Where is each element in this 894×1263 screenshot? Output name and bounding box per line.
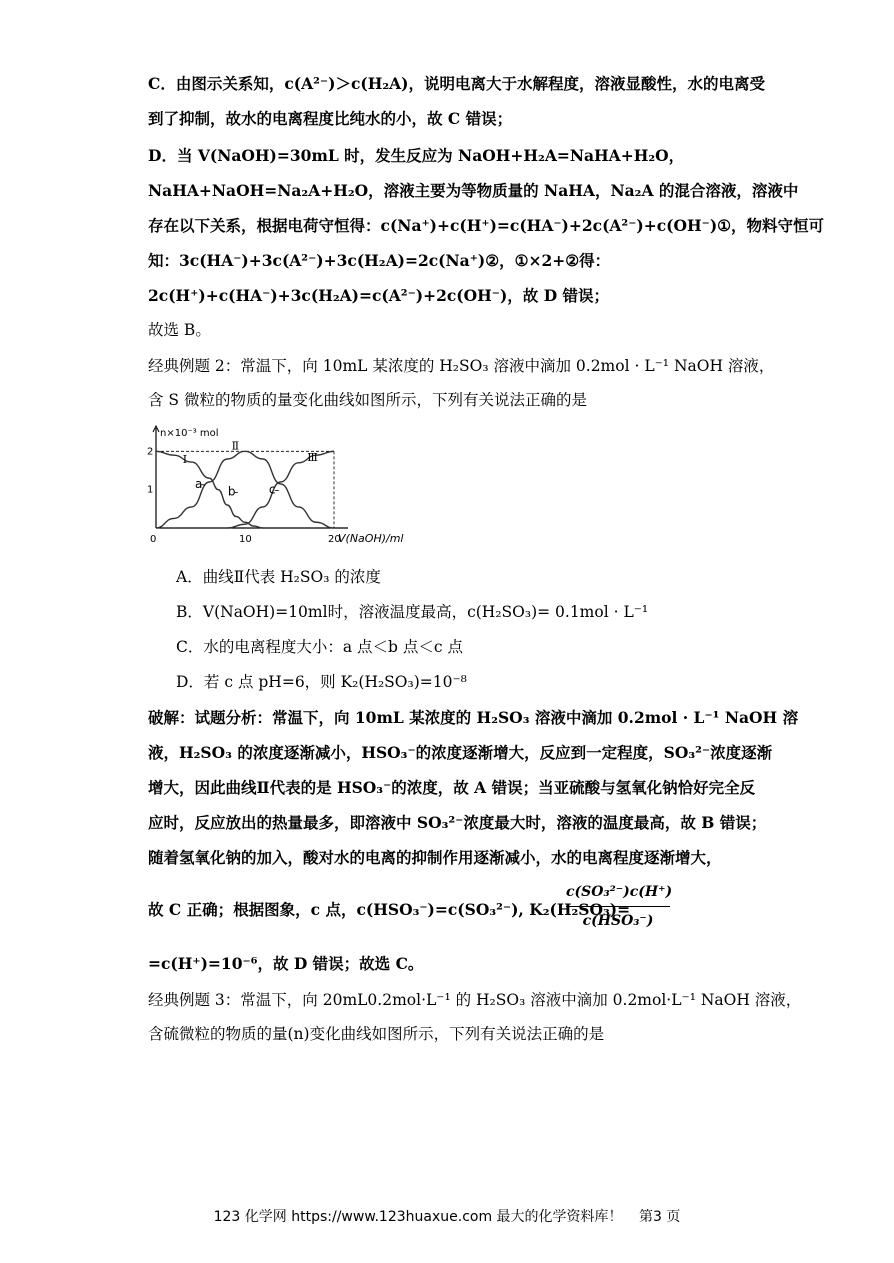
text-line-c2: 到了抑制，故水的电离程度比纯水的小，故 C 错误； bbox=[148, 109, 513, 128]
option-c: C．水的电离程度大小：a 点＜b 点＜c 点 bbox=[176, 638, 463, 656]
fraction-numerator: c(SO₃²⁻)c(H⁺) bbox=[566, 884, 673, 900]
option-b: B．V(NaOH)=10ml时，溶液温度最高，c(H₂SO₃)= 0.1mol · L⁻¹ bbox=[176, 603, 649, 621]
analysis-line-4: 应时，反应放出的热量最多，即溶液中 SO₃²⁻浓度最大时，溶液的温度最高，故 B 错误； bbox=[148, 813, 767, 832]
curve-label-2: Ⅱ bbox=[231, 439, 240, 453]
point-label-b: b bbox=[227, 484, 236, 499]
example-3-line-1: 经典例题 3：常温下，向 20mL0.2mol·L⁻¹ 的 H₂SO₃ 溶液中滴加 0.2mol·L⁻¹ NaOH 溶液， bbox=[148, 991, 802, 1009]
text-line-c1: C．由图示关系知，c(A²⁻)＞c(H₂A)，说明电离大于水解程度，溶液显酸性，水的电离受 bbox=[148, 74, 766, 93]
x-tick-label: 20 bbox=[328, 534, 341, 545]
y-axis-label: n×10⁻³ mol bbox=[160, 428, 219, 439]
curve-label-3: Ⅲ bbox=[307, 450, 318, 464]
footer-site: 123 化学网 https://www.123huaxue.com 最大的化学资料库！ bbox=[213, 1209, 623, 1225]
x-tick-label-origin: 0 bbox=[150, 534, 157, 545]
chart bbox=[144, 424, 424, 554]
x-axis-label: V(NaOH)/ml bbox=[338, 532, 404, 545]
text-line-d4: 知：3c(HA⁻)+3c(A²⁻)+3c(H₂A)=2c(Na⁺)②，①×2+②得： bbox=[148, 251, 611, 270]
text-line-d2: NaHA+NaOH=Na₂A+H₂O，溶液主要为等物质量的 NaHA，Na₂A 的混合溶液，溶液中 bbox=[148, 181, 799, 200]
page-footer bbox=[0, 1206, 894, 1226]
curve-label-1: Ⅰ bbox=[182, 452, 188, 466]
analysis-line-2: 液，H₂SO₃ 的浓度逐渐减小，HSO₃⁻的浓度逐渐增大，反应到一定程度，SO₃²⁻浓度逐渐 bbox=[148, 743, 773, 762]
fraction-denominator: c(HSO₃⁻) bbox=[582, 913, 654, 929]
select-answer-b: 故选 B。 bbox=[148, 321, 211, 339]
example-2-line-2: 含 S 微粒的物质的量变化曲线如图所示，下列有关说法正确的是 bbox=[148, 391, 587, 409]
series-line-1 bbox=[156, 451, 263, 528]
analysis-line-5: 随着氢氧化钠的加入，酸对水的电离的抑制作用逐渐减小，水的电离程度逐渐增大， bbox=[148, 848, 722, 867]
chart-axes bbox=[147, 426, 348, 545]
footer-page-number: 第3 页 bbox=[639, 1209, 681, 1225]
k2-fraction bbox=[566, 880, 673, 933]
point-label-a: a bbox=[194, 476, 203, 491]
text-line-d5: 2c(H⁺)+c(HA⁻)+3c(H₂A)=c(A²⁻)+2c(OH⁻)，故 D 错误； bbox=[148, 286, 610, 305]
fraction-bar bbox=[566, 906, 670, 907]
example-3-line-2: 含硫微粒的物质的量(n)变化曲线如图所示，下列有关说法正确的是 bbox=[148, 1025, 605, 1043]
analysis-line-7: =c(H⁺)=10⁻⁶，故 D 错误；故选 C。 bbox=[148, 954, 424, 973]
example-2-line-1: 经典例题 2：常温下，向 10mL 某浓度的 H₂SO₃ 溶液中滴加 0.2mol · L⁻¹ NaOH 溶液， bbox=[148, 357, 775, 375]
y-tick-label: 1 bbox=[147, 484, 154, 496]
text-line-d3: 存在以下关系，根据电荷守恒得：c(Na⁺)+c(H⁺)=c(HA⁻)+2c(A²⁻)+c(OH⁻)①，物料守恒可 bbox=[148, 216, 825, 235]
option-a: A．曲线Ⅱ代表 H₂SO₃ 的浓度 bbox=[176, 568, 381, 586]
option-d: D．若 c 点 pH=6，则 K₂(H₂SO₃)=10⁻⁸ bbox=[176, 673, 467, 691]
series-line-3 bbox=[227, 451, 334, 528]
analysis-line-6: 故 C 正确；根据图象，c 点，c(HSO₃⁻)=c(SO₃²⁻), K₂(H₂SO₃)= bbox=[148, 900, 631, 919]
text-line-d1: D．当 V(NaOH)=30mL 时，发生反应为 NaOH+H₂A=NaHA+H₂O， bbox=[148, 146, 685, 165]
point-label-c: c bbox=[268, 482, 276, 497]
x-tick-label: 10 bbox=[239, 534, 252, 545]
y-tick-label: 2 bbox=[147, 446, 154, 458]
analysis-line-1: 破解：试题分析：常温下，向 10mL 某浓度的 H₂SO₃ 溶液中滴加 0.2mol · L⁻¹ NaOH 溶 bbox=[148, 708, 799, 727]
analysis-line-3: 增大，因此曲线Ⅱ代表的是 HSO₃⁻的浓度，故 A 错误；当亚硫酸与氢氧化钠恰好完全反 bbox=[148, 778, 756, 797]
